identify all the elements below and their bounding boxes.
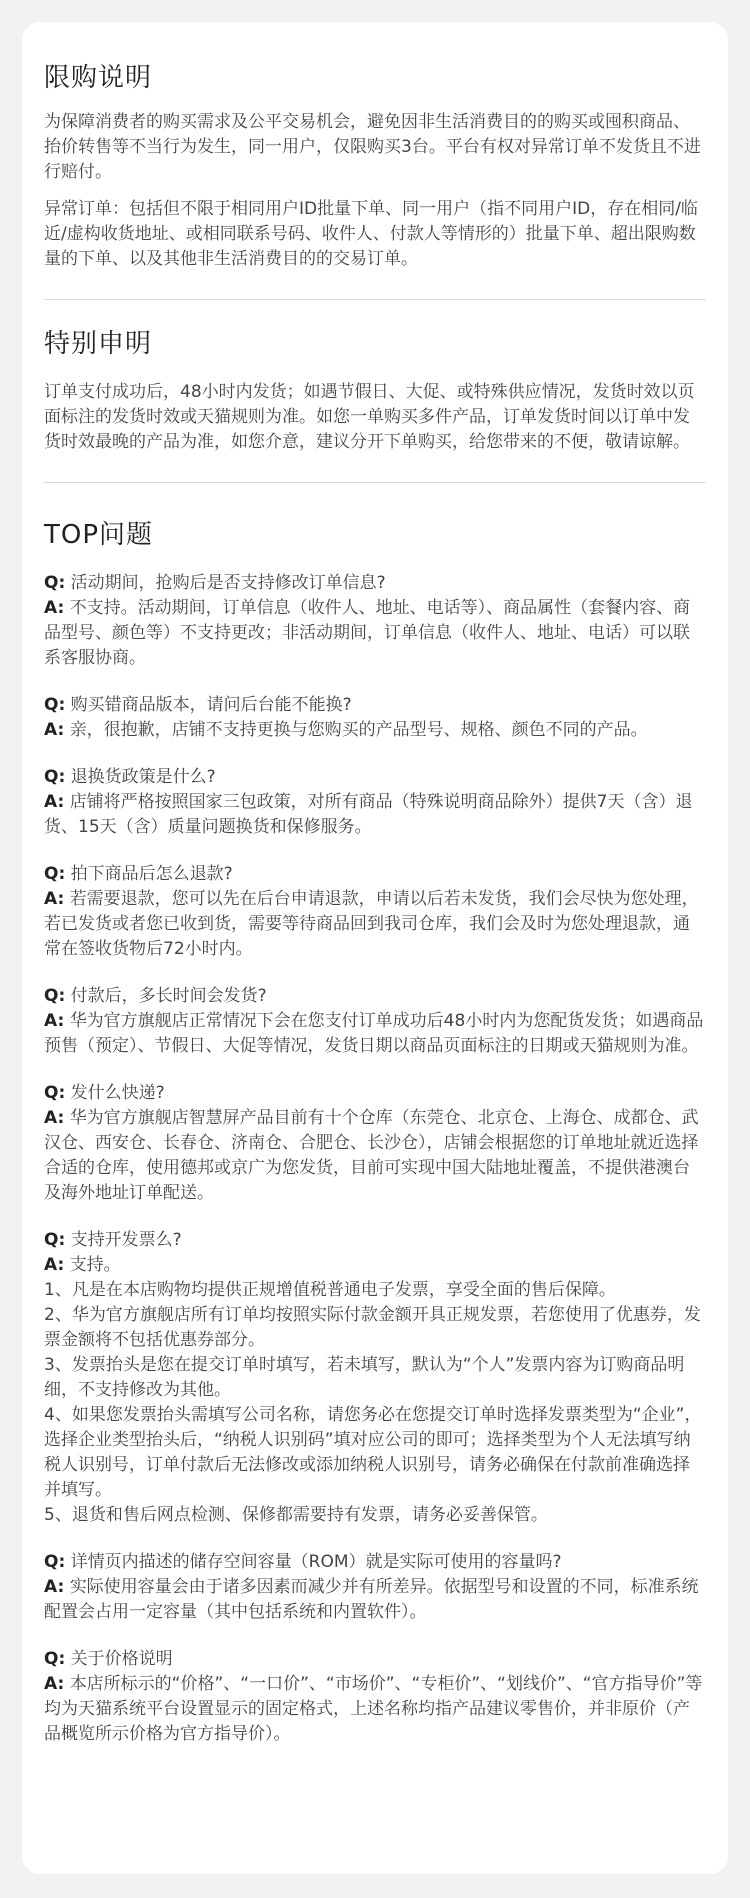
invoice-list-item: 3、发票抬头是您在提交订单时填写，若未填写，默认为“个人”发票内容为订购商品明细，不支持修改为其他。 bbox=[44, 1355, 685, 1400]
answer-text: 支持。 bbox=[69, 1255, 121, 1275]
question-text: 购买错商品版本，请问后台能不能换? bbox=[70, 695, 352, 715]
question-label: Q: bbox=[44, 986, 66, 1006]
invoice-list-item: 1、凡是在本店购物均提供正规增值税普通电子发票，享受全面的售后保障。 bbox=[44, 1280, 616, 1300]
answer-line bbox=[44, 1253, 706, 1278]
answer-line bbox=[44, 1575, 706, 1625]
question-text: 详情页内描述的储存空间容量（ROM）就是实际可使用的容量吗? bbox=[70, 1552, 562, 1572]
answer-label: A: bbox=[44, 1674, 65, 1694]
top-questions-section bbox=[44, 483, 706, 1747]
answer-text: 亲，很抱歉，店铺不支持更换与您购买的产品型号、规格、颜色不同的产品。 bbox=[69, 720, 648, 740]
answer-label: A: bbox=[44, 1011, 65, 1031]
question-line bbox=[44, 571, 706, 596]
question-label: Q: bbox=[44, 1649, 66, 1669]
purchase-limit-paragraph-2: 异常订单：包括但不限于相同用户ID批量下单、同一用户（指不同用户ID，存在相同/临近/虚构收货地址、或相同联系号码、收件人、付款人等情形的）批量下单、超出限购数量的下单、以及其他非生活消费目的的交易订单。 bbox=[44, 199, 698, 269]
answer-label: A: bbox=[44, 1255, 65, 1275]
faq-item bbox=[44, 693, 706, 743]
question-label: Q: bbox=[44, 1083, 66, 1103]
question-label: Q: bbox=[44, 1230, 66, 1250]
answer-line bbox=[44, 718, 706, 743]
question-line bbox=[44, 862, 706, 887]
invoice-list-item: 5、退货和售后网点检测、保修都需要持有发票，请务必妥善保管。 bbox=[44, 1505, 548, 1525]
question-text: 关于价格说明 bbox=[70, 1649, 173, 1669]
answer-line bbox=[44, 1009, 706, 1059]
faq-item bbox=[44, 1647, 706, 1747]
content-card bbox=[22, 22, 728, 1874]
answer-line bbox=[44, 1106, 706, 1206]
question-line bbox=[44, 1647, 706, 1672]
answer-text: 实际使用容量会由于诸多因素而减少并有所差异。依据型号和设置的不同，标准系统配置会占用一定容量（其中包括系统和内置软件）。 bbox=[44, 1577, 699, 1622]
top-questions-title: TOP问题 bbox=[44, 520, 154, 550]
invoice-list-item: 2、华为官方旗舰店所有订单均按照实际付款金额开具正规发票，若您使用了优惠券，发票金额将不包括优惠券部分。 bbox=[44, 1305, 701, 1350]
question-text: 拍下商品后怎么退款? bbox=[70, 864, 233, 884]
answer-line bbox=[44, 596, 706, 671]
faq-item bbox=[44, 765, 706, 840]
question-text: 支持开发票么? bbox=[70, 1230, 182, 1250]
question-text: 发什么快递? bbox=[70, 1083, 165, 1103]
purchase-limit-section bbox=[44, 22, 706, 272]
faq-item bbox=[44, 862, 706, 962]
question-text: 退换货政策是什么? bbox=[70, 767, 216, 787]
question-line bbox=[44, 1550, 706, 1575]
question-label: Q: bbox=[44, 1552, 66, 1572]
faq-item bbox=[44, 571, 706, 671]
purchase-limit-paragraph-1: 为保障消费者的购买需求及公平交易机会，避免因非生活消费目的的购买或囤积商品、抬价转售等不当行为发生，同一用户，仅限购买3台。平台有权对异常订单不发货且不进行赔付。 bbox=[44, 112, 701, 182]
special-statement-title: 特别申明 bbox=[44, 329, 153, 359]
answer-text: 不支持。活动期间，订单信息（收件人、地址、电话等）、商品属性（套餐内容、商品型号、颜色等）不支持更改；非活动期间，订单信息（收件人、地址、电话）可以联系客服协商。 bbox=[44, 598, 691, 668]
answer-label: A: bbox=[44, 720, 65, 740]
question-label: Q: bbox=[44, 767, 66, 787]
special-statement-section bbox=[44, 300, 706, 455]
question-line bbox=[44, 1228, 706, 1253]
answer-label: A: bbox=[44, 1577, 65, 1597]
question-line bbox=[44, 1081, 706, 1106]
answer-label: A: bbox=[44, 792, 65, 812]
answer-text: 华为官方旗舰店智慧屏产品目前有十个仓库（东莞仓、北京仓、上海仓、成都仓、武汉仓、西安仓、长春仓、济南仓、合肥仓、长沙仓），店铺会根据您的订单地址就近选择合适的仓库，使用德邦或京广为您发货，目前可实现中国大陆地址覆盖，不提供港澳台及海外地址订单配送。 bbox=[44, 1108, 699, 1203]
answer-line bbox=[44, 790, 706, 840]
answer-text: 华为官方旗舰店正常情况下会在您支付订单成功后48小时内为您配货发货；如遇商品预售（预定）、节假日、大促等情况，发货日期以商品页面标注的日期或天猫规则为准。 bbox=[44, 1011, 704, 1056]
answer-text: 店铺将严格按照国家三包政策，对所有商品（特殊说明商品除外）提供7天（含）退货、15天（含）质量问题换货和保修服务。 bbox=[44, 792, 693, 837]
invoice-list-item: 4、如果您发票抬头需填写公司名称，请您务必在您提交订单时选择发票类型为“企业”，选择企业类型抬头后，“纳税人识别码”填对应公司的即可；选择类型为个人无法填写纳税人识别号，订单付款后无法修改或添加纳税人识别号，请务必确保在付款前准确选择并填写。 bbox=[44, 1405, 702, 1500]
special-statement-paragraph: 订单支付成功后，48小时内发货；如遇节假日、大促、或特殊供应情况，发货时效以页面标注的发货时效或天猫规则为准。如您一单购买多件产品，订单发货时间以订单中发货时效最晚的产品为准，如您介意，建议分开下单购买，给您带来的不便，敬请谅解。 bbox=[44, 382, 695, 452]
answer-text: 若需要退款，您可以先在后台申请退款，申请以后若未发货，我们会尽快为您处理，若已发货或者您已收到货，需要等待商品回到我司仓库，我们会及时为您处理退款，通常在签收货物后72小时内。 bbox=[44, 889, 699, 959]
answer-text: 本店所标示的“价格”、“一口价”、“市场价”、“专柜价”、“划线价”、“官方指导价”等均为天猫系统平台设置显示的固定格式，上述名称均指产品建议零售价，并非原价（产品概览所示价格为官方指导价）。 bbox=[44, 1674, 703, 1744]
question-line bbox=[44, 984, 706, 1009]
question-label: Q: bbox=[44, 695, 66, 715]
question-text: 活动期间，抢购后是否支持修改订单信息? bbox=[70, 573, 386, 593]
answer-label: A: bbox=[44, 598, 65, 618]
answer-label: A: bbox=[44, 889, 65, 909]
answer-line bbox=[44, 1672, 706, 1747]
question-label: Q: bbox=[44, 864, 66, 884]
answer-line bbox=[44, 887, 706, 962]
faq-item bbox=[44, 1550, 706, 1625]
question-label: Q: bbox=[44, 573, 66, 593]
faq-item bbox=[44, 984, 706, 1059]
question-line bbox=[44, 765, 706, 790]
answer-label: A: bbox=[44, 1108, 65, 1128]
purchase-limit-title: 限购说明 bbox=[44, 63, 153, 93]
question-line bbox=[44, 693, 706, 718]
question-text: 付款后，多长时间会发货? bbox=[70, 986, 267, 1006]
faq-item bbox=[44, 1081, 706, 1206]
faq-item bbox=[44, 1228, 706, 1528]
